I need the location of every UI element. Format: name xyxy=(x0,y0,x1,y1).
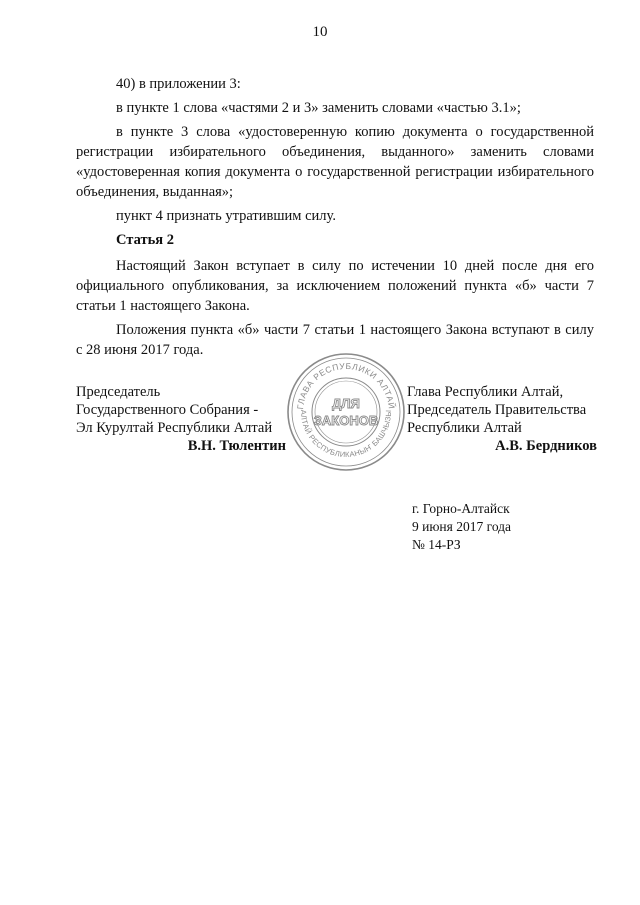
city: г. Горно-Алтайск xyxy=(412,501,510,516)
signature-block-chairman xyxy=(76,383,286,455)
svg-text:ГЛАВА РЕСПУБЛИКИ АЛТАЙ: ГЛАВА РЕСПУБЛИКИ АЛТАЙ xyxy=(295,360,397,410)
signature-block-head-of-republic xyxy=(407,383,597,455)
signature-title-line: Республики Алтай xyxy=(407,420,522,436)
article-heading: Статья 2 xyxy=(116,232,174,248)
article-paragraph-entry-into-force: Настоящий Закон вступает в силу по истечении 10 дней после дня его официального опубликования, за исключением положений пункта «б» части 7 статьи 1 настоящего Закона. xyxy=(76,258,594,314)
signature-title-line: Председатель Правительства xyxy=(407,402,587,418)
law-number: № 14-РЗ xyxy=(412,537,461,552)
official-seal-stamp xyxy=(284,350,408,474)
paragraph-point-4: пункт 4 признать утратившим силу. xyxy=(116,208,336,224)
page-number: 10 xyxy=(312,24,328,40)
signature-title-line: Председатель xyxy=(76,384,161,400)
paragraph-point-3: в пункте 3 слова «удостоверенную копию документа о государственной регистрации избирательного объединения, выданного» заменить словами «удостоверенная копия документа о государственной регистрации избирательного объединения, выданная»; xyxy=(76,124,594,200)
svg-text:АЛТАЙ РЕСПУБЛИКАНЫҤ БАШЧЫЗЫ: АЛТАЙ РЕСПУБЛИКАНЫҤ БАШЧЫЗЫ xyxy=(298,409,394,460)
svg-text:ЗАКОНОВ: ЗАКОНОВ xyxy=(313,413,379,428)
signatory-name: А.В. Бердников xyxy=(495,438,597,454)
article-paragraph-exception-date: Положения пункта «б» части 7 статьи 1 настоящего Закона вступают в силу с 28 июня 2017 года. xyxy=(76,322,594,358)
signature-title-line: Государственного Собрания - xyxy=(76,402,259,418)
place-and-date-block xyxy=(412,500,511,554)
paragraph-point-1: в пункте 1 слова «частями 2 и 3» заменить словами «частью 3.1»; xyxy=(116,100,521,116)
signature-title-line: Глава Республики Алтай, xyxy=(407,384,564,400)
document-body xyxy=(76,74,594,364)
seal-icon xyxy=(284,350,408,474)
date: 9 июня 2017 года xyxy=(412,519,512,534)
paragraph-item-40: 40) в приложении 3: xyxy=(116,76,241,92)
svg-text:ДЛЯ: ДЛЯ xyxy=(332,396,360,411)
signatory-name: В.Н. Тюлентин xyxy=(187,438,286,454)
signature-title-line: Эл Курултай Республики Алтай xyxy=(76,420,273,436)
